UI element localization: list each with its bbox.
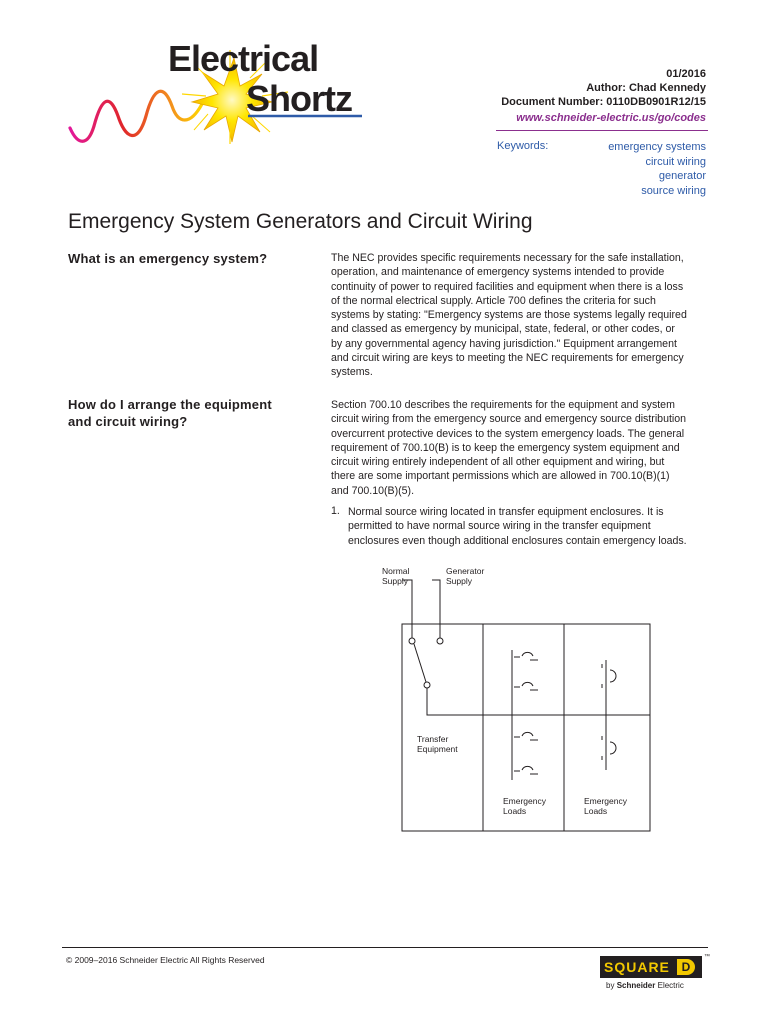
breaker-symbol xyxy=(514,732,538,740)
text-line: of the normal electrical supply. Article 700 defines the criteria for such xyxy=(331,294,656,307)
transfer-equipment-label: Equipment xyxy=(417,744,458,754)
heading-line: How do I arrange the equipment xyxy=(68,397,272,412)
keyword-item: circuit wiring xyxy=(645,155,706,168)
text-line: there are some important permissions which are allowed in 700.10(B)(1) xyxy=(331,470,670,483)
brand-badge xyxy=(600,956,702,978)
heading-line: and circuit wiring? xyxy=(68,414,188,429)
generator-supply-lead xyxy=(432,580,440,638)
document-date: 01/2016 xyxy=(666,68,706,80)
brand-subline xyxy=(606,981,684,990)
breaker-symbol xyxy=(514,766,538,774)
emergency-loads-label: Emergency xyxy=(503,796,546,806)
keyword-item: generator xyxy=(658,170,706,182)
text-line: Section 700.10 describes the requirements for the equipment and system xyxy=(331,399,675,411)
text-line: The NEC provides specific requirements necessary for the safe installation, xyxy=(331,252,684,264)
trademark-symbol: ™ xyxy=(704,954,710,960)
breaker-symbol xyxy=(602,736,616,760)
copyright-notice: © 2009–2016 Schneider Electric All Rights Reserved xyxy=(66,955,265,965)
breaker-symbol xyxy=(514,652,538,660)
square-d-logo xyxy=(600,956,708,996)
emergency-bus xyxy=(427,688,606,715)
breaker-symbol xyxy=(602,664,616,688)
header-divider xyxy=(496,130,708,131)
electrical-shortz-logo xyxy=(66,36,366,146)
brand-schneider: Schneider xyxy=(616,981,656,990)
emergency-loads-label: Loads xyxy=(584,806,608,816)
document-meta xyxy=(501,67,706,125)
list-item-text xyxy=(348,505,710,548)
emergency-loads-label: Emergency xyxy=(584,796,627,806)
text-line: circuit wiring entirely independent of all other equipment and wiring, but xyxy=(331,456,665,469)
text-line: permitted to have normal source wiring in the transfer equipment xyxy=(348,520,651,533)
section-heading: What is an emergency system? xyxy=(68,251,268,266)
text-line: enclosures even though additional enclosures contain emergency loads. xyxy=(348,534,687,547)
text-line: systems. xyxy=(331,366,373,379)
logo-word-electrical: Electrical xyxy=(168,38,319,79)
keyword-item: emergency systems xyxy=(608,141,706,153)
text-line: by any governmental agency having jurisdiction." Equipment arrangement xyxy=(331,337,677,350)
transfer-equipment-diagram xyxy=(370,560,670,835)
emergency-loads-label: Loads xyxy=(503,806,527,816)
text-line: overcurrent protective devices to the system emergency loads. The general xyxy=(331,427,685,440)
text-line: and classed as emergency by municipal, state, federal, or other codes, or xyxy=(331,323,675,336)
keywords-label: Keywords: xyxy=(497,140,549,152)
text-line: Normal source wiring located in transfer equipment enclosures. It is xyxy=(348,506,664,518)
switch-contact xyxy=(409,638,415,644)
page-title: Emergency System Generators and Circuit Wiring xyxy=(68,210,533,233)
text-line: requirement of 700.10(B) is to keep the emergency system equipment and xyxy=(331,441,680,454)
switch-pivot xyxy=(424,682,430,688)
text-line: circuit wiring from the emergency source and emergency source distribution xyxy=(331,413,687,426)
generator-supply-label: Generator xyxy=(446,566,485,576)
normal-supply-label: Normal xyxy=(382,566,410,576)
transfer-switch-blade xyxy=(414,644,426,682)
brand-by: by xyxy=(606,981,615,990)
text-line: systems by stating: "Emergency systems are those systems legally required xyxy=(331,309,687,322)
keywords-list xyxy=(608,140,706,198)
text-line: and circuit wiring are keys to meeting the NEC requirements for emergency xyxy=(331,352,684,365)
brand-electric: Electric xyxy=(657,981,684,990)
text-line: continuity of power to required facilities and equipment when there is a loss xyxy=(331,280,684,293)
text-line: and 700.10(B)(5). xyxy=(331,484,415,497)
text-line: operation, and maintenance of emergency systems intended to provide xyxy=(331,266,665,279)
section-heading xyxy=(68,396,308,430)
switch-contact xyxy=(437,638,443,644)
logo-word-shortz: Shortz xyxy=(246,78,352,119)
generator-supply-label: Supply xyxy=(446,576,472,586)
document-author: Author: Chad Kennedy xyxy=(586,82,706,94)
breaker-symbol xyxy=(514,682,538,690)
keyword-item: source wiring xyxy=(641,184,706,197)
codes-link[interactable]: www.schneider-electric.us/go/codes xyxy=(516,112,706,124)
footer-divider xyxy=(62,947,708,948)
list-item-number: 1. xyxy=(331,505,340,517)
section-body xyxy=(331,251,711,380)
brand-d-mark: D xyxy=(677,959,695,975)
section-body xyxy=(331,398,711,498)
transfer-equipment-label: Transfer xyxy=(417,734,449,744)
brand-name: SQUARE xyxy=(604,959,670,975)
normal-supply-lead xyxy=(402,580,412,638)
normal-supply-label: Supply xyxy=(382,576,408,586)
document-number: Document Number: 0110DB0901R12/15 xyxy=(501,96,706,108)
